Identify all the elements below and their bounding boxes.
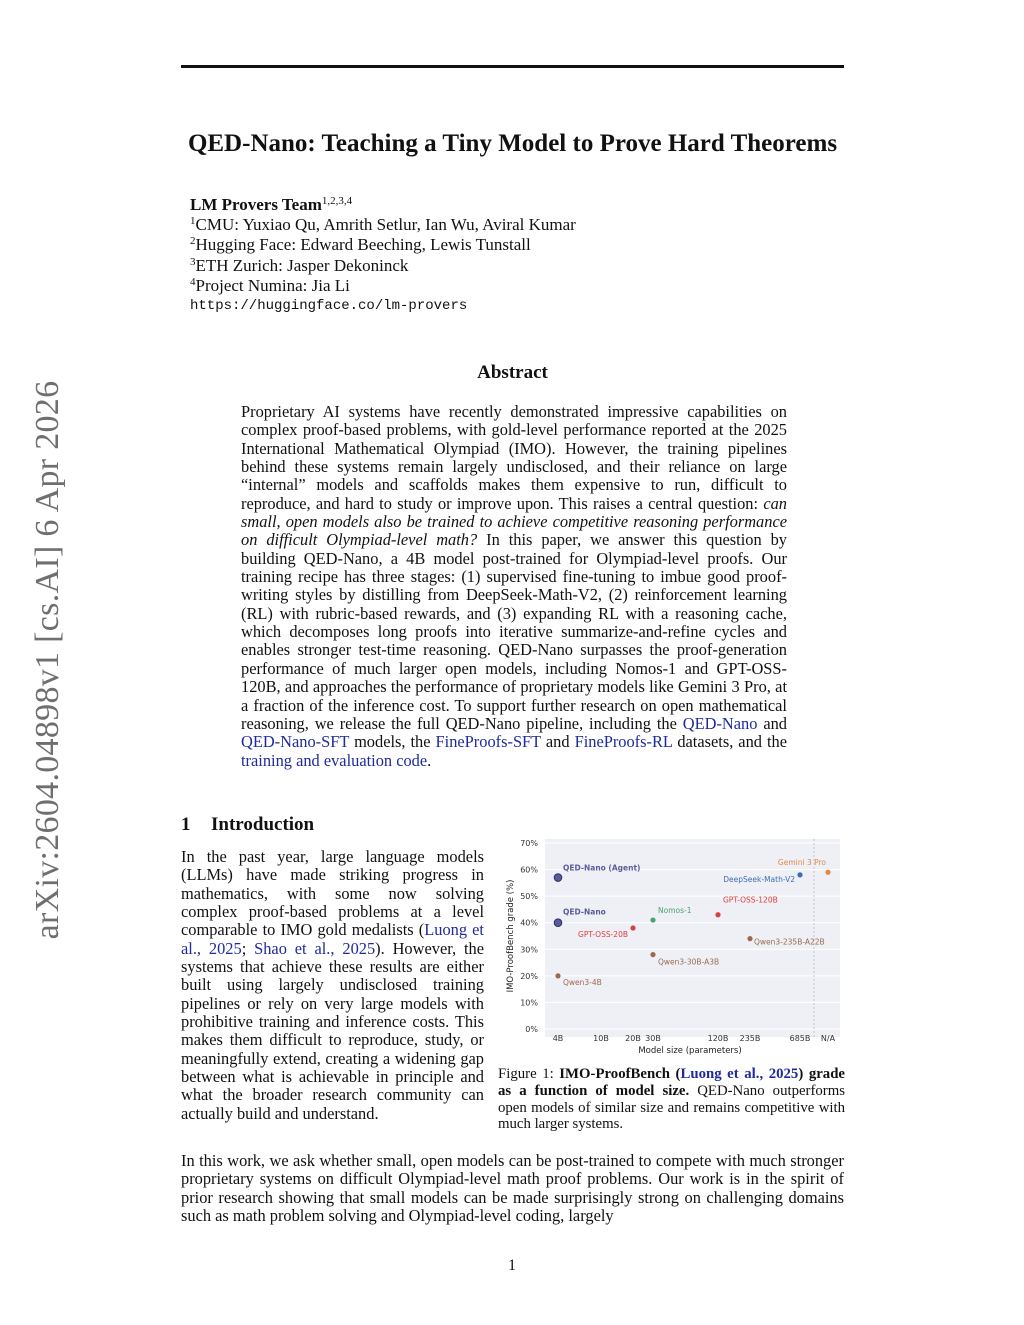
- figure-1-chart: [500, 836, 846, 1058]
- data-point: [554, 919, 562, 927]
- abstract-text: Proprietary AI systems have recently demonstrated impressive capabilities on complex proof-based problems, with gold-level performance reported at the 2025 International Mathematical Olympiad (IMO). However, the training pipelines behind these systems remain largely undisclosed, and their reliance on large “internal” models and scaffolds makes them expensive to run, difficult to reproduce, and hard to study or improve upon. This raises a central question: can small, open models also be trained to achieve competitive reasoning performance on difficult Olympiad-level math? In this paper, we answer this question by building QED-Nano, a 4B model post-trained for Olympiad-level proofs. Our training recipe has three stages: (1) supervised fine-tuning to imbue good proof-writing styles by distilling from DeepSeek-Math-V2, (2) reinforcement learning (RL) with rubric-based rewards, and (3) expanding RL with a reasoning cache, which decomposes long proofs into iterative summarize-and-refine cycles and enables stronger test-time reasoning. QED-Nano surpasses the proof-generation performance of much larger open models, including Nomos-1 and GPT-OSS-120B, and approaches the performance of proprietary models like Gemini 3 Pro, at a fraction of the inference cost. To support further research on open mathematical reasoning, we release the full QED-Nano pipeline, including the QED-Nano and QED-Nano-SFT models, the FineProofs-SFT and FineProofs-RL datasets, and the training and evaluation code.: [241, 402, 788, 770]
- citation-shao[interactable]: Shao et al., 2025: [254, 938, 376, 958]
- project-url[interactable]: https://huggingface.co/lm-provers: [190, 298, 468, 315]
- data-point: [555, 973, 560, 978]
- data-label: Qwen3-4B: [563, 977, 602, 987]
- y-tick-label: 70%: [520, 839, 538, 848]
- page-number: 1: [508, 1257, 516, 1274]
- data-point: [715, 912, 720, 917]
- data-label: DeepSeek-Math-V2: [723, 874, 795, 884]
- body-paragraph: In this work, we ask whether small, open models can be post-trained to compete with much stronger proprietary systems on difficult Olympiad-level math proof problems. Our work is in the spirit of prior research showing that small models can be made surprisingly strong on challenging domains such as math problem solving and Olympiad-level coding, largely: [181, 1151, 844, 1226]
- abstract-heading: Abstract: [477, 362, 548, 383]
- data-label: QED-Nano (Agent): [563, 863, 641, 873]
- link-fineproofs-sft[interactable]: FineProofs-SFT: [435, 732, 541, 752]
- data-point: [650, 952, 655, 957]
- affiliation-1: $^1$CMU: Yuxiao Qu, Amrith Setlur, Ian Wu, Aviral Kumar: [190, 215, 576, 235]
- y-tick-label: 10%: [520, 998, 538, 1008]
- link-fineproofs-rl[interactable]: FineProofs-RL: [574, 732, 673, 752]
- x-tick-label: 30B: [645, 1034, 661, 1043]
- x-tick-label: 120B: [707, 1034, 729, 1043]
- link-qed-nano-sft[interactable]: QED-Nano-SFT: [241, 732, 350, 752]
- arxiv-side-label: arXiv:2604.04898v1 [cs.AI] 6 Apr 2026: [29, 380, 66, 940]
- x-tick-label: N/A: [820, 1034, 836, 1043]
- paper-title: QED-Nano: Teaching a Tiny Model to Prove Hard Theorems: [187, 130, 838, 157]
- x-tick-label: 20B: [625, 1034, 641, 1043]
- data-point: [554, 874, 562, 882]
- caption-citation[interactable]: Luong et al., 2025: [680, 1066, 799, 1082]
- citation-luong[interactable]: Luong et al., 2025: [181, 920, 484, 958]
- x-tick-label: 235B: [739, 1034, 761, 1043]
- data-label: Gemini 3 Pro: [777, 858, 826, 868]
- data-label: QED-Nano: [563, 907, 606, 917]
- author-block: [190, 195, 576, 316]
- data-label: Nomos-1: [658, 906, 692, 916]
- link-qed-nano[interactable]: QED-Nano: [682, 713, 758, 733]
- data-point: [650, 917, 655, 922]
- y-tick-label: 30%: [520, 945, 538, 955]
- x-axis-label: Model size (parameters): [638, 1046, 742, 1056]
- y-tick-label: 20%: [520, 971, 538, 981]
- x-tick-label: 4B: [552, 1034, 564, 1043]
- x-tick-label: 10B: [593, 1034, 609, 1043]
- data-label: Qwen3-30B-A3B: [658, 957, 720, 967]
- link-code[interactable]: training and evaluation code: [241, 750, 428, 770]
- affiliation-3: $^3$ETH Zurich: Jasper Dekoninck: [190, 255, 409, 275]
- data-label: GPT-OSS-120B: [723, 895, 778, 905]
- intro-paragraph: In the past year, large language models (LLMs) have made striking progress in mathematics, with some now solving complex proof-based problems at a level comparable to IMO gold medalists (Luong et al., 2025; Shao et al., 2025). However, the systems that achieve these results are either built using largely undisclosed training pipelines or rely on very large models with prohibitive training and inference costs. This makes them difficult to reproduce, study, or meaningfully extend, creating a widening gap between what is achievable in principle and what the broader research community can actually build and understand.: [181, 847, 485, 1123]
- abstract-question: can small, open models also be trained to achieve competitive reasoning performance on difficult Olympiad-level math?: [241, 493, 787, 550]
- top-rule: [181, 65, 844, 68]
- figure-caption: Figure 1: IMO-ProofBench (Luong et al., 2025) grade as a function of model size. QED-Nano outperforms open models of similar size and remains competitive with much larger systems.: [498, 1066, 845, 1133]
- y-tick-label: 0%: [525, 1025, 538, 1034]
- y-tick-label: 40%: [520, 918, 538, 928]
- data-label: Qwen3-235B-A22B: [754, 937, 825, 947]
- y-tick-label: 60%: [520, 865, 538, 875]
- data-point: [630, 925, 635, 930]
- section-heading: 1 Introduction: [181, 814, 315, 835]
- y-tick-label: 50%: [520, 892, 538, 902]
- data-point: [747, 936, 752, 941]
- affiliation-4: $^4$Project Numina: Jia Li: [190, 275, 350, 295]
- affiliation-2: $^2$Hugging Face: Edward Beeching, Lewis Tunstall: [190, 235, 531, 255]
- y-axis-label: IMO-ProofBench grade (%): [506, 879, 516, 993]
- data-point: [797, 872, 802, 877]
- data-point: [825, 870, 830, 875]
- x-tick-label: 685B: [789, 1034, 811, 1043]
- data-label: GPT-OSS-20B: [578, 930, 628, 940]
- team-name: LM Provers Team$^{1,2,3,4}$: [190, 195, 353, 214]
